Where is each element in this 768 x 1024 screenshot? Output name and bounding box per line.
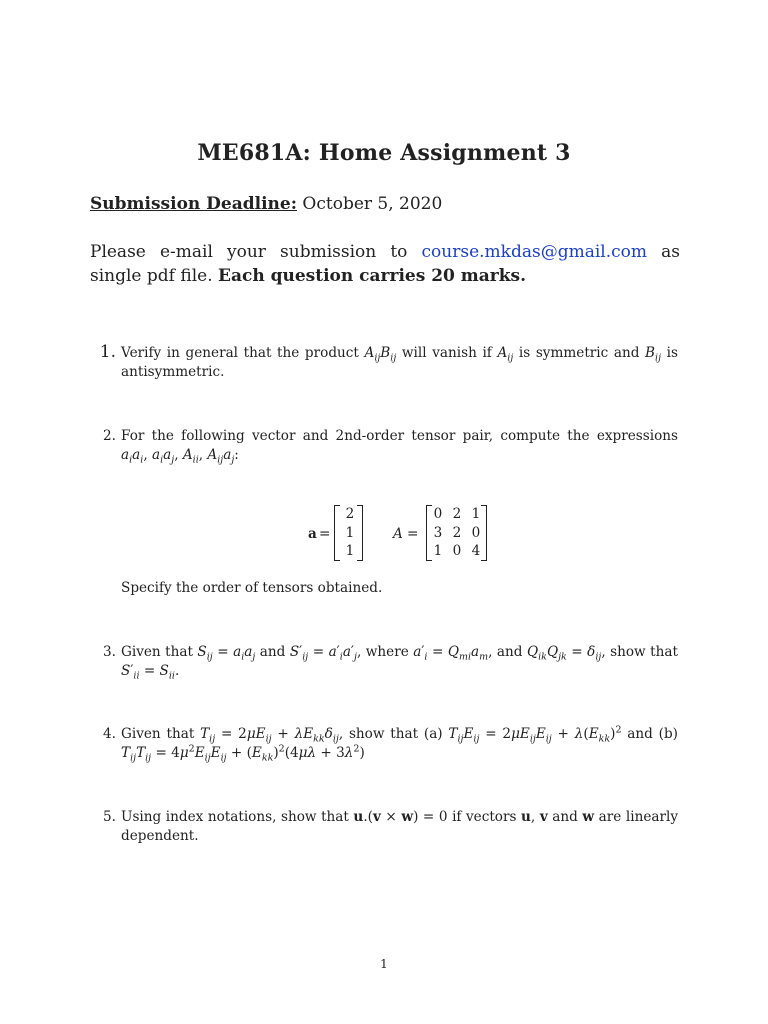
page-number: 1 (380, 957, 388, 971)
page-title: ME681A: Home Assignment 3 (197, 140, 571, 166)
matrix-entry: 2 (452, 506, 462, 522)
vector-entry: 1 (345, 525, 355, 541)
deadline-date: October 5, 2020 (302, 194, 443, 214)
deadline-label: Submission Deadline: (90, 194, 298, 214)
matrix-entry: 3 (433, 525, 443, 541)
matrix-entry: 1 (433, 543, 443, 559)
instructions-text: Please e-mail your submission to (90, 242, 422, 262)
vector-entry: 1 (345, 543, 355, 559)
marks-note: Each question carries 20 marks. (218, 266, 527, 286)
question-number: 4. (103, 726, 116, 742)
email-link[interactable]: course.mkdas@gmail.com (421, 242, 648, 262)
question-number: 3. (103, 644, 116, 660)
question-text: For the following vector and 2nd-order tensor pair, compute the expressions $a_ia_i$, $a_ia_j$, $A_{ii}$, $A_{ij}a_j$: (121, 428, 678, 466)
matrix-entry: 2 (452, 525, 462, 541)
question-number: 5. (103, 809, 116, 825)
instructions-text-tail: as single pdf file. (90, 242, 680, 286)
vector-a-label: a (308, 526, 317, 542)
matrix-entry: 4 (471, 543, 481, 559)
question-text: Verify in general that the product $A_{ij}B_{ij}$ will vanish if $A_{ij}$ is symmetric and $B_{ij}$ is antisymmetric. (121, 345, 678, 380)
question-number: 2. (103, 428, 116, 444)
submission-deadline (90, 194, 442, 214)
matrix-A-label: A (393, 526, 403, 542)
question-followup: Specify the order of tensors obtained. (121, 580, 383, 596)
submission-instructions (90, 240, 680, 288)
question-text: Given that $S_{ij} = a_ia_j$ and $S'_{ij} = a'_ia'_j$, where $a'_i = Q_{mi}a_m$, and $Q_{ik}Q_{jk} = \delta_{ij}$, show that $S'_{ii} = S_{ii}$. (121, 644, 678, 682)
question-number: 1. (99, 342, 116, 362)
vector-entry: 2 (345, 506, 355, 522)
matrix-entry: 0 (433, 506, 443, 522)
question-text: Given that $T_{ij} = 2\mu E_{ij} + \lambda E_{kk}\delta_{ij}$, show that (a) $T_{ij}E_{ij} = 2\mu E_{ij}E_{ij} + \lambda(E_{kk})^2$ and (b) $T_{ij}T_{ij} = 4\mu^2E_{ij}E_{ij} + (E_{kk})^2(4\mu\lambda + 3\lambda^2)$ (121, 724, 678, 764)
matrix-entry: 1 (471, 506, 481, 522)
matrix-entry: 0 (452, 543, 462, 559)
question-text: Using index notations, show that u.(v × w) = 0 if vectors u, v and w are linearly dependent. (121, 809, 678, 844)
matrix-entry: 0 (471, 525, 481, 541)
